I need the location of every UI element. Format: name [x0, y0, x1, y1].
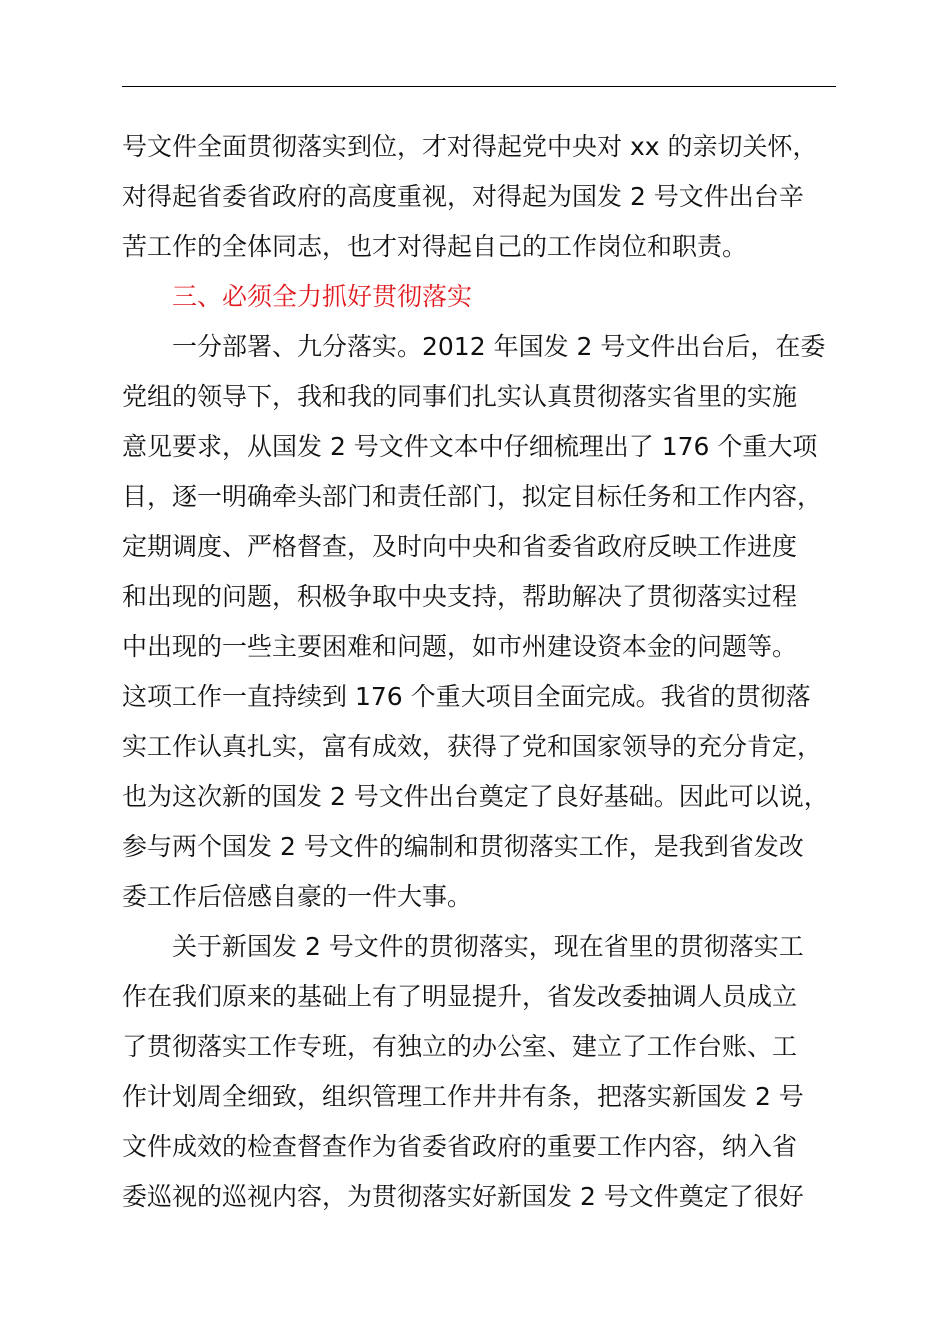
paragraph-line: 和出现的问题，积极争取中央支持，帮助解决了贯彻落实过程 — [122, 582, 798, 611]
paragraph-line: 也为这次新的国发 2 号文件出台奠定了良好基础。因此可以说， — [122, 782, 829, 811]
paragraph-line: 对得起省委省政府的高度重视，对得起为国发 2 号文件出台辛 — [122, 182, 804, 211]
paragraph-line: 文件成效的检查督查作为省委省政府的重要工作内容，纳入省 — [122, 1132, 798, 1161]
paragraph-line: 目，逐一明确牵头部门和责任部门，拟定目标任务和工作内容， — [122, 482, 823, 511]
paragraph-line: 党组的领导下，我和我的同事们扎实认真贯彻落实省里的实施 — [122, 382, 798, 411]
paragraph-line: 一分部署、九分落实。2012 年国发 2 号文件出台后，在委 — [172, 332, 826, 361]
paragraph-line: 作在我们原来的基础上有了明显提升，省发改委抽调人员成立 — [122, 982, 798, 1011]
paragraph-line: 这项工作一直持续到 176 个重大项目全面完成。我省的贯彻落 — [122, 682, 811, 711]
paragraph-line: 意见要求，从国发 2 号文件文本中仔细梳理出了 176 个重大项 — [122, 432, 818, 461]
paragraph-line: 定期调度、严格督查，及时向中央和省委省政府反映工作进度 — [122, 532, 798, 561]
paragraph-line: 参与两个国发 2 号文件的编制和贯彻落实工作，是我到省发改 — [122, 832, 804, 861]
header-rule — [122, 86, 836, 87]
document-body — [122, 122, 862, 1222]
section-heading: 三、必须全力抓好贯彻落实 — [172, 282, 473, 311]
paragraph-line: 了贯彻落实工作专班，有独立的办公室、建立了工作台账、工 — [122, 1032, 798, 1061]
paragraph-line: 号文件全面贯彻落实到位，才对得起党中央对 xx 的亲切关怀， — [122, 132, 818, 161]
paragraph-line: 中出现的一些主要困难和问题，如市州建设资本金的问题等。 — [122, 632, 798, 661]
paragraph-line: 作计划周全细致，组织管理工作井井有条，把落实新国发 2 号 — [122, 1082, 804, 1111]
paragraph-line: 委工作后倍感自豪的一件大事。 — [122, 882, 473, 911]
paragraph-line: 关于新国发 2 号文件的贯彻落实，现在省里的贯彻落实工 — [172, 932, 804, 961]
paragraph-line: 实工作认真扎实，富有成效，获得了党和国家领导的充分肯定， — [122, 732, 823, 761]
paragraph-line: 委巡视的巡视内容，为贯彻落实好新国发 2 号文件奠定了很好 — [122, 1182, 804, 1211]
paragraph-line: 苦工作的全体同志，也才对得起自己的工作岗位和职责。 — [122, 232, 748, 261]
